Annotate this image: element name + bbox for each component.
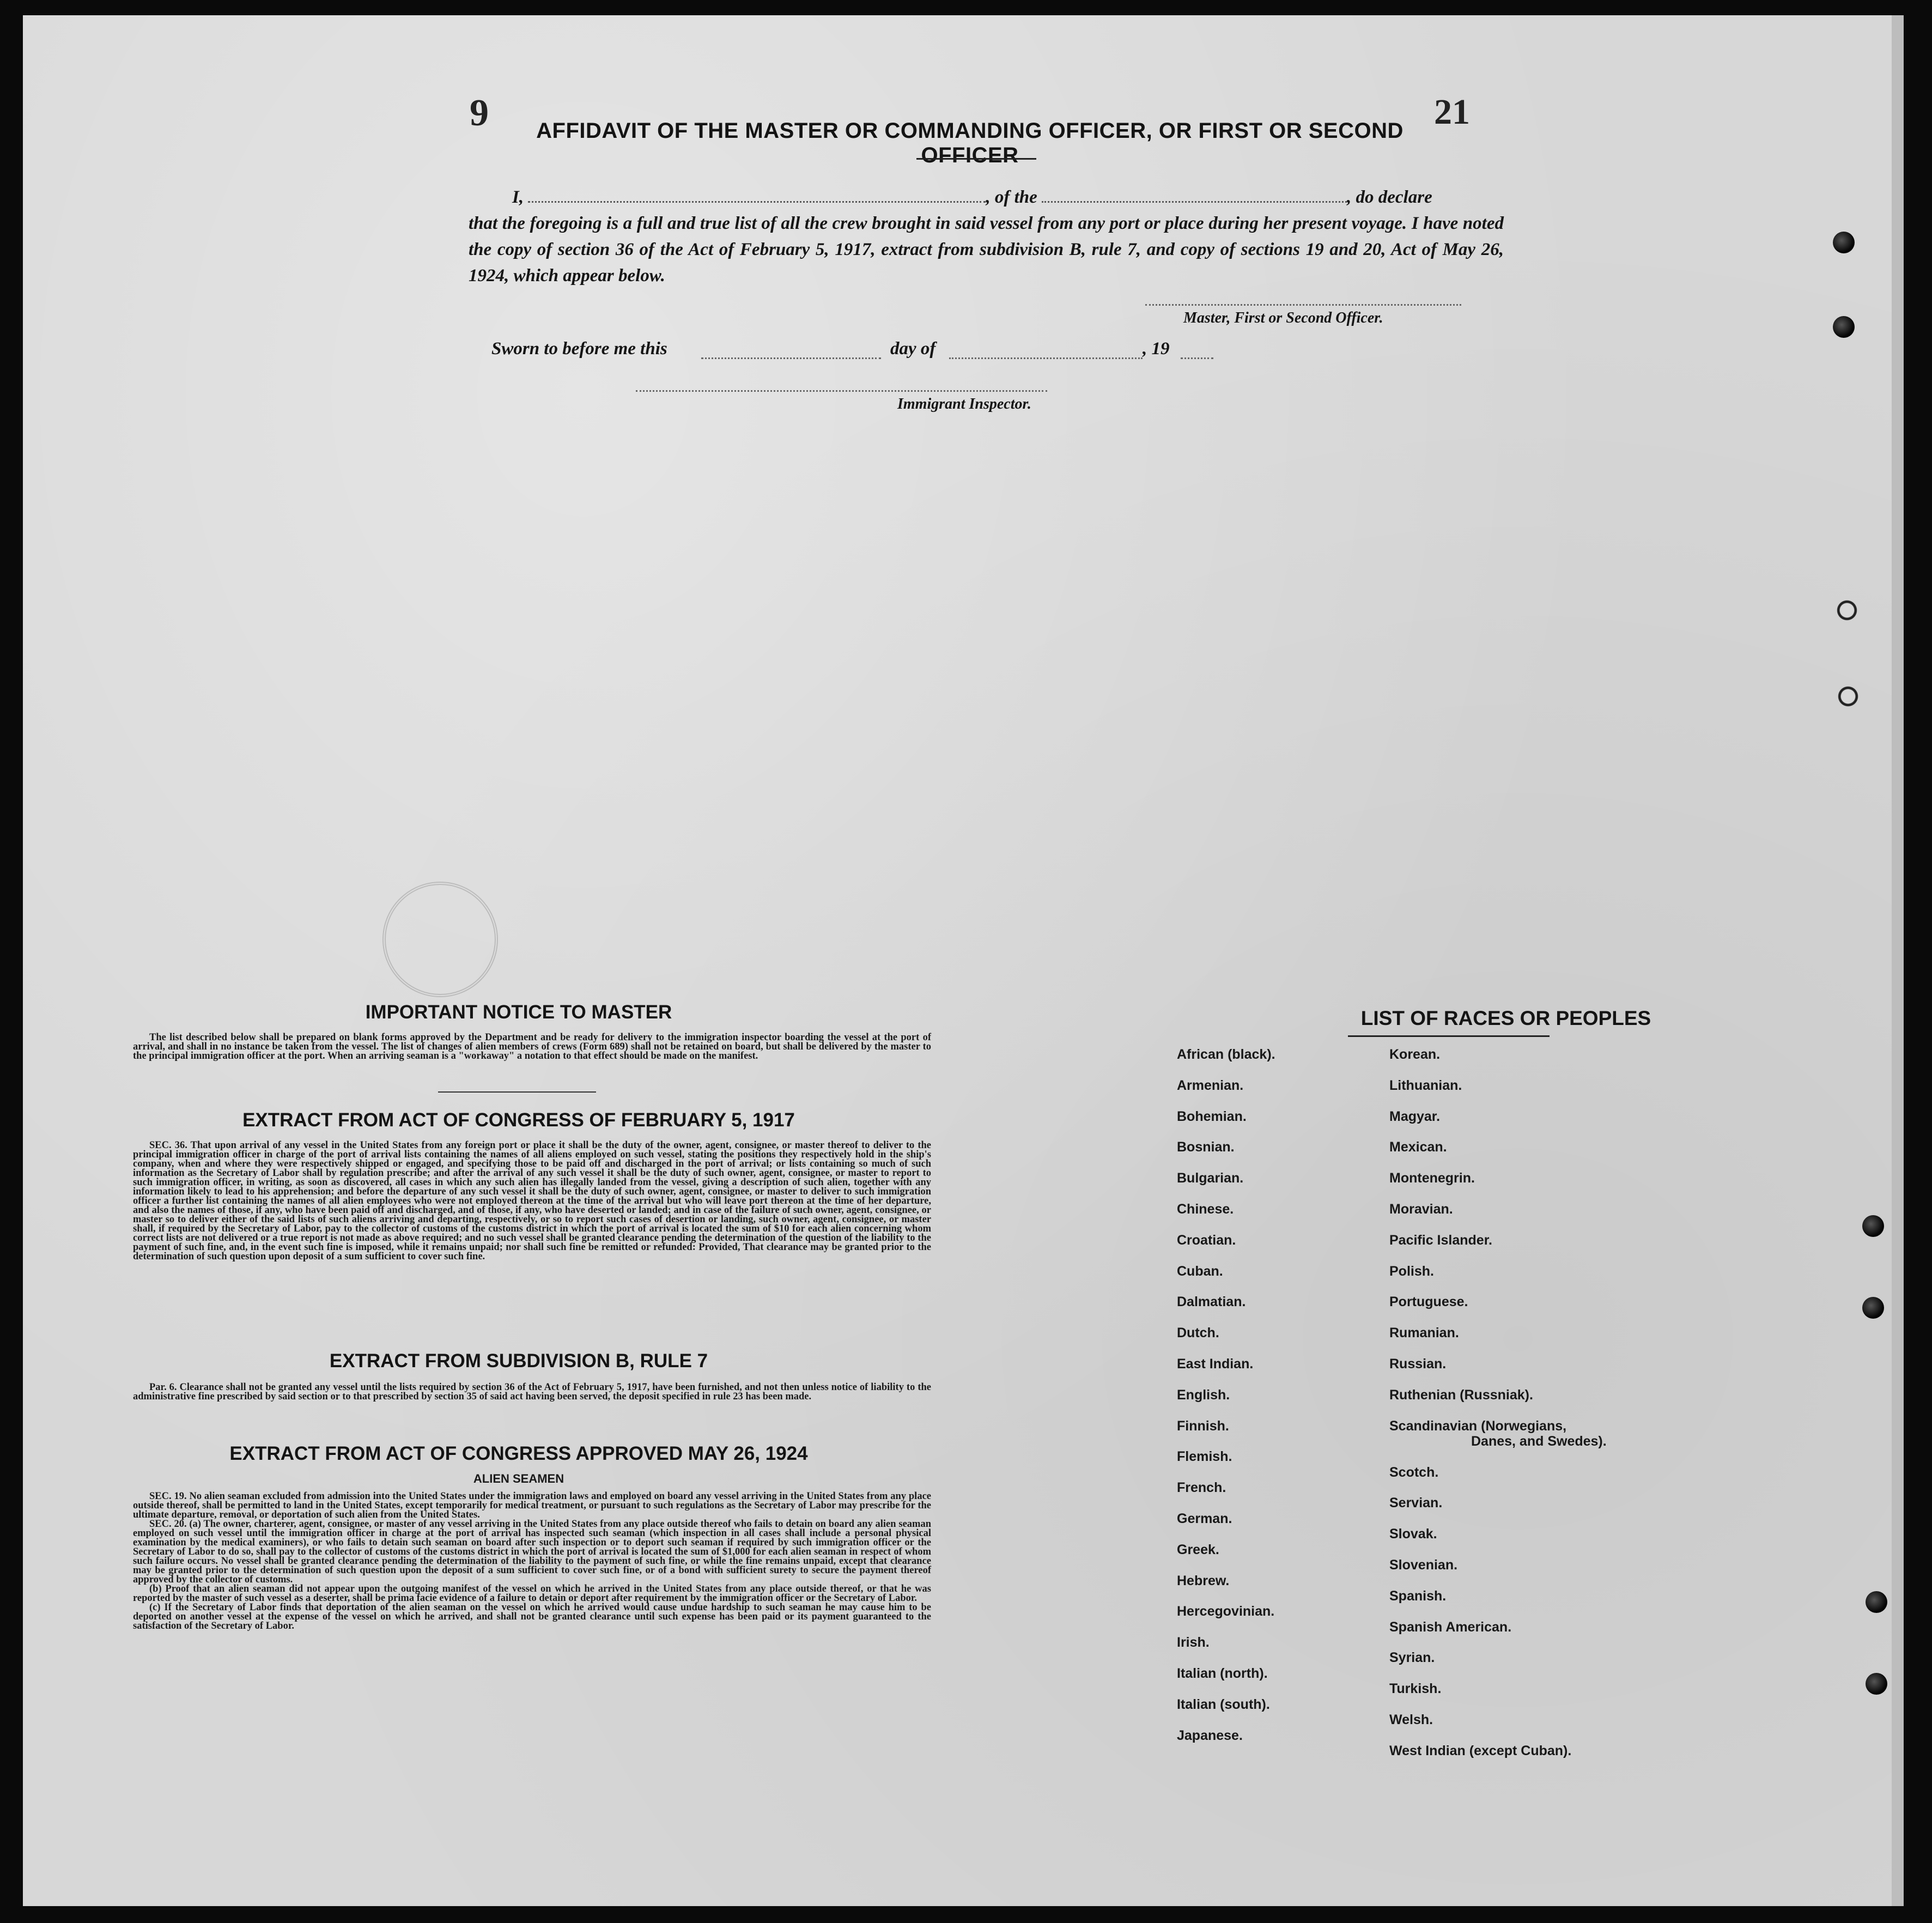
race-item: Bohemian. [1177,1108,1247,1124]
race-item: Armenian. [1177,1077,1244,1093]
day-of-label: day of [890,339,936,359]
act-1924-sec19: SEC. 19. No alien seaman excluded from admission into the United States under the immigration laws and employed on board any vessel arriving in the United States from any place outside thereof, shall be permitted to land in the United States, except temporarily for medical treatment, or pursuant to such regulations as the Secretary of Labor may prescribe for the ultimate departure, removal, or deportation of such alien from the United States. [133,1491,931,1520]
act-1924-sec20b: (b) Proof that an alien seaman did not appear upon the outgoing manifest of the vessel on which he arrived in the United States from any place outside thereof, or that he was reported by the master of such vessel as a deserter, shall be prima facie evidence of a failure to detain or deport after requirement by the immigration officer or the Secretary of Labor. [133,1584,931,1604]
race-item: Rumanian. [1389,1325,1459,1341]
race-item: Hebrew. [1177,1573,1230,1588]
inspector-signature-line [636,390,1047,392]
sworn-day-blank [701,357,881,359]
races-title-rule [1348,1035,1550,1037]
binder-hole [1862,1215,1884,1237]
binder-hole [1837,686,1859,707]
race-item: Spanish American. [1389,1619,1512,1635]
race-item: Slovak. [1389,1526,1437,1542]
race-item: Ruthenian (Russniak). [1389,1387,1533,1403]
binder-hole [1866,1673,1887,1695]
binder-hole [1833,316,1855,338]
race-item: Lithuanian. [1389,1077,1462,1093]
race-item: Bulgarian. [1177,1170,1244,1186]
race-item: Moravian. [1389,1201,1453,1217]
act-1924-text [133,1492,931,1631]
affidavit-title: AFFIDAVIT OF THE MASTER OR COMMANDING OFFICER, OR FIRST OR SECOND OFFICER [536,119,1404,167]
race-item: Servian. [1389,1495,1443,1511]
binder-hole [1862,1297,1884,1319]
race-item: Irish. [1177,1635,1210,1651]
rule7-paragraph: Par. 6. Clearance shall not be granted any vessel until the lists required by section 36 of the Act of February 5, 1917, have been furnished, and not then unless notice of liability to the administrative fine prescribed by said section or to that prescribed by section 35 of said act having been served, the deposit specified in rule 23 has been made. [133,1382,931,1402]
race-item: Pacific Islander. [1389,1232,1492,1248]
binder-hole [1836,599,1858,621]
act-1917-text [133,1141,931,1261]
binder-hole [1833,232,1855,253]
affidavit-title-rule [916,158,1036,160]
vessel-blank [1042,185,1347,203]
master-signature-line [1145,304,1461,306]
sworn-year-blank [1181,357,1213,359]
race-item: Greek. [1177,1542,1219,1557]
race-item: Japanese. [1177,1727,1243,1743]
race-item: Chinese. [1177,1201,1234,1217]
race-item: Magyar. [1389,1108,1441,1124]
races-column-2 [1389,1047,1607,1774]
rule7-title: EXTRACT FROM SUBDIVISION B, RULE 7 [329,1350,708,1372]
race-item: Croatian. [1177,1232,1236,1248]
sworn-label: Sworn to before me this [491,339,667,359]
race-item: Dalmatian. [1177,1294,1246,1310]
race-item: Montenegrin. [1389,1170,1475,1186]
affidavit-text [469,184,1504,289]
inspector-label: Immigrant Inspector. [897,396,1031,412]
year-prefix: , 19 [1143,339,1170,359]
race-item: Hercegovinian. [1177,1604,1275,1619]
race-item: Polish. [1389,1263,1434,1279]
race-item: Korean. [1389,1047,1441,1062]
name-blank [528,185,986,203]
act-1924-subtitle: ALIEN SEAMEN [473,1472,564,1485]
race-item: Dutch. [1177,1325,1219,1341]
race-item: Spanish. [1389,1588,1447,1604]
notice-title: IMPORTANT NOTICE TO MASTER [365,1002,672,1023]
race-item: West Indian (except Cuban). [1389,1743,1572,1758]
race-item: Syrian. [1389,1650,1435,1666]
race-item: Russian. [1389,1356,1447,1372]
race-item: Turkish. [1389,1681,1442,1697]
race-item: East Indian. [1177,1356,1254,1372]
affidavit-declare-label: , do declare [1347,187,1432,207]
act-1917-title: EXTRACT FROM ACT OF CONGRESS OF FEBRUARY 5, 1917 [242,1109,795,1131]
document-page [23,15,1892,1906]
races-column-1 [1177,1047,1275,1758]
races-title: LIST OF RACES OR PEOPLES [1360,1007,1651,1029]
race-item: Mexican. [1389,1139,1447,1155]
master-signature-label: Master, First or Second Officer. [1183,310,1383,326]
act-1924-sec20c: (c) If the Secretary of Labor finds that deportation of the alien seaman on the vessel on which he arrived would cause undue hardship to such seaman he may cause him to be deported on another vessel at the expense of the vessel on which he arrived, and shall not be granted clearance until such expense has been paid or its payment guaranteed to the satisfaction of the Secretary of Labor. [133,1602,931,1631]
race-item: Scotch. [1389,1464,1439,1480]
page-edge [1892,15,1904,1906]
act-1924-title: EXTRACT FROM ACT OF CONGRESS APPROVED MAY 26, 1924 [229,1443,808,1464]
binder-hole [1866,1591,1887,1613]
race-item: German. [1177,1511,1232,1526]
sworn-month-blank [949,357,1143,359]
handwritten-mark-right: 21 [1434,92,1470,132]
faint-stamp [382,882,498,997]
affidavit-i-label: I, [512,187,524,207]
race-item: Welsh. [1389,1712,1433,1727]
notice-divider [438,1091,596,1093]
race-item: Italian (north). [1177,1665,1268,1681]
race-item: Italian (south). [1177,1696,1270,1712]
race-item: French. [1177,1480,1226,1496]
race-item: Flemish. [1177,1449,1232,1465]
race-item: Scandinavian (Norwegians, [1389,1418,1567,1434]
handwritten-mark-left: 9 [470,92,489,134]
affidavit-of-the-label: , of the [986,187,1037,207]
race-item: African (black). [1177,1047,1275,1062]
notice-paragraph: The list described below shall be prepared on blank forms approved by the Department and be ready for delivery to the immigration inspector boarding the vessel at the port of arrival, and shall in no instance be taken from the vessel. The list of changes of alien members of crews (Form 689) shall not be retained on board, but shall be delivered by the master to the principal immigration officer at the port. When an arriving seaman is a "workaway" a notation to that effect should be made on the manifest. [133,1032,931,1061]
rule7-text [133,1383,931,1402]
race-item: English. [1177,1387,1230,1403]
act-1917-paragraph: SEC. 36. That upon arrival of any vessel in the United States from any foreign port or place it shall be the duty of the owner, agent, consignee, or master thereof to deliver to the principal immigration officer in charge of the port of arrival lists containing the names of all aliens employed on such vessel, stating the positions they respectively hold in the ship's company, when and where they were respectively shipped or engaged, and specifying those to be paid off and discharged in the port of arrival; or lists containing so much of such information as the Secretary of Labor shall by regulation prescribe; and after the arrival of any such vessel it shall be the duty of such owner, agent, consignee, or master to report to such immigration officer, in writing, as soon as discovered, all cases in which any such alien has illegally landed from the vessel, giving a description of such alien, together with any information likely to lead to his apprehension; and before the departure of any such vessel it shall be the duty of such owner, agent, consignee, or master to deliver to such immigration officer a further list containing the names of all alien employees who were not employed thereon at the time of the arrival but who will leave port thereon at the time of her departure, and also the names of those, if any, who have been paid off and discharged, and of those, if any, who have deserted or landed; and in case of the failure of such owner, agent, consignee, or master so to deliver either of the said lists of such aliens arriving and departing, respectively, or so to report such cases of desertion or landing, such owner, agent, consignee, or master shall, if required by the Secretary of Labor, pay to the collector of customs of the customs district in which the port of arrival is located the sum of $10 for each alien concerning whom correct lists are not delivered or a true report is not made as above required; and no such vessel shall be granted clearance pending the determination of the question of the liability to the payment of such fine, and, in the event such fine is imposed, while it remains unpaid; nor shall such fine be remitted or refunded: Provided, That clearance may be granted prior to the determination of such question upon deposit of a sum sufficient to cover such fine. [133,1140,931,1262]
act-1924-sec20a: SEC. 20. (a) The owner, charterer, agent, consignee, or master of any vessel arriving in the United States from any place outside thereof who fails to detain on board any alien seaman employed on such vessel until the immigration officer in charge at the port of arrival has inspected such seaman (which inspection in all cases shall include a personal physical examination by the medical examiners), or who fails to detain such seaman on board after such inspection or to deport such seaman if required by such immigration officer or the Secretary of Labor to do so, shall pay to the collector of customs of the customs district in which the port of arrival is located the sum of $1,000 for each alien seaman in respect of whom such failure occurs. No vessel shall be granted clearance pending the determination of the liability to the payment of such fine, or while the fine remains unpaid, except that clearance may be granted prior to the determination of such question upon the deposit of a sum sufficient to cover such fine, or of a bond with sufficient surety to secure the payment thereof approved by the collector of customs. [133,1519,931,1585]
race-item: Danes, and Swedes). [1471,1433,1607,1449]
race-item: Bosnian. [1177,1139,1235,1155]
notice-text [133,1033,931,1061]
race-item: Cuban. [1177,1263,1223,1279]
race-item: Portuguese. [1389,1294,1468,1310]
affidavit-first-line [469,184,1504,210]
affidavit-body: that the foregoing is a full and true list of all the crew brought in said vessel from any port or place during her present voyage. I have noted the copy of section 36 of the Act of February 5, 1917, extract from subdivision B, rule 7, and copy of sections 19 and 20, Act of May 26, 1924, which appear below. [469,214,1504,286]
race-item: Slovenian. [1389,1557,1458,1573]
race-item: Finnish. [1177,1418,1229,1434]
